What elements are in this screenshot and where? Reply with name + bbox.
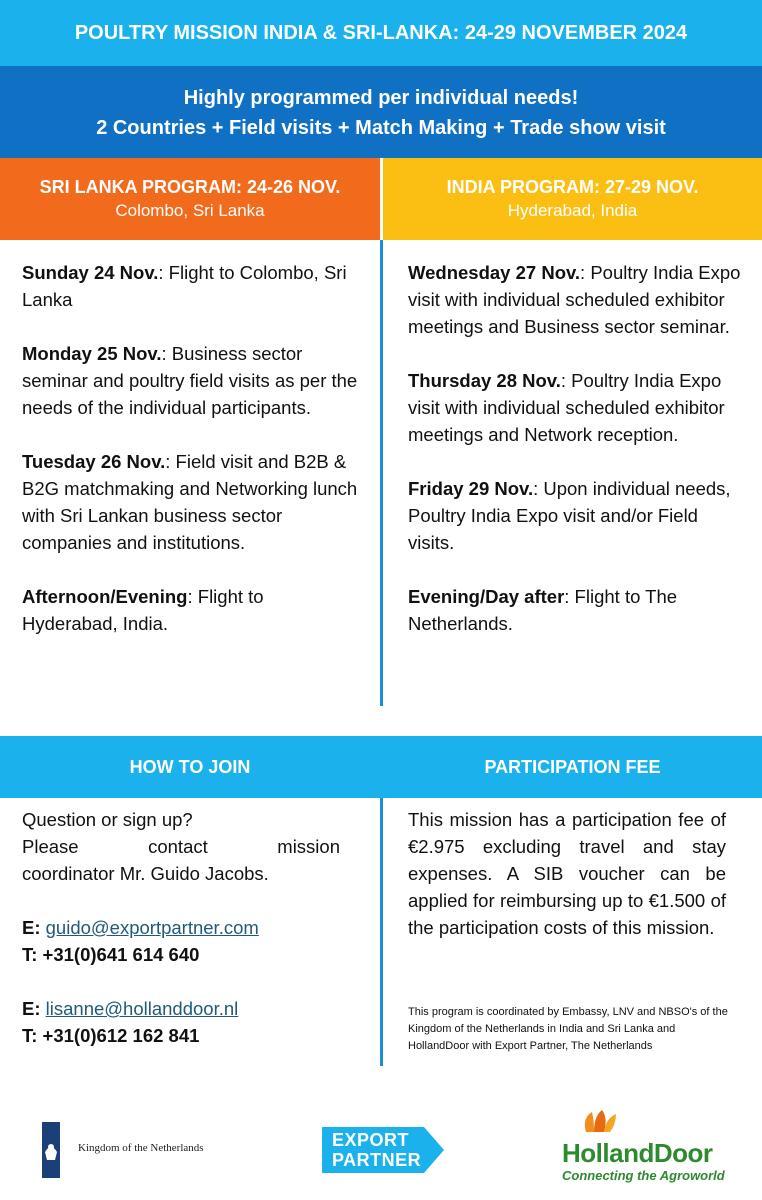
page-title: POULTRY MISSION INDIA & SRI-LANKA: 24-29 NOVEMBER 2024: [0, 0, 762, 66]
program-item: [408, 259, 748, 340]
contact-phone-row: [22, 1022, 340, 1049]
program-item-text: : Poultry India Expo visit with individual scheduled exhibitor meetings and Network reception.: [408, 370, 725, 445]
program-item-label: Tuesday 26 Nov.: [22, 451, 166, 472]
sri-lanka-location: Colombo, Sri Lanka: [115, 201, 265, 220]
program-item-label: Sunday 24 Nov.: [22, 262, 159, 283]
join-line: Question or sign up?: [22, 809, 193, 830]
program-item: [408, 583, 748, 637]
sri-lanka-header: [0, 158, 380, 240]
hollanddoor-name: HollandDoor: [562, 1138, 713, 1168]
subtitle-banner: [0, 66, 762, 158]
program-item-text: : Flight to Hyderabad, India.: [22, 586, 264, 634]
program-item-text: : Flight to The Netherlands.: [408, 586, 678, 634]
india-header: [383, 158, 762, 240]
program-item: [22, 340, 362, 421]
email-label: E:: [22, 917, 46, 938]
india-heading: INDIA PROGRAM: 27-29 NOV.: [446, 177, 699, 197]
program-item: [408, 475, 748, 556]
program-item-text: : Field visit and B2B & B2G matchmaking and Networking lunch with Sri Lankan business sector companies and institutions.: [22, 451, 358, 553]
section-header-band: [0, 736, 762, 798]
how-to-join-title: HOW TO JOIN: [129, 757, 251, 777]
participation-fee-text: This mission has a participation fee of €2.975 excluding travel and stay expenses. A SIB voucher can be applied for reimbursing up to €1.500 of the participation costs of this mission.: [408, 809, 726, 938]
contact-phone-row: [22, 941, 340, 968]
program-item: [408, 367, 748, 448]
hollanddoor-logo: [560, 1110, 740, 1190]
program-item: [22, 583, 362, 637]
program-item-text: : Upon individual needs, Poultry India Expo visit and/or Field visits.: [408, 478, 731, 553]
coordination-note: This program is coordinated by Embassy, LNV and NBSO's of the Kingdom of the Netherlands in India and Sri Lanka and HollandDoor with Export Partner, The Netherlands: [408, 1006, 728, 1052]
column-divider: [380, 240, 383, 706]
netherlands-logo-text: Kingdom of the Netherlands: [78, 1142, 204, 1154]
sri-lanka-program: [22, 259, 362, 664]
tulip-icon: [580, 1110, 620, 1140]
contact-email-row: [22, 914, 340, 941]
program-item-text: : Flight to Colombo, Sri Lanka: [22, 262, 347, 310]
program-item: [22, 259, 362, 313]
phone-text: T: +31(0)641 614 640: [22, 944, 200, 965]
join-line: coordinator Mr. Guido Jacobs.: [22, 863, 269, 884]
program-item-label: Afternoon/Evening: [22, 586, 188, 607]
email-label: E:: [22, 998, 46, 1019]
contact-email-row: [22, 995, 340, 1022]
program-item-label: Wednesday 27 Nov.: [408, 262, 581, 283]
india-location: Hyderabad, India: [507, 201, 638, 220]
subtitle-line-2: 2 Countries + Field visits + Match Making + Trade show visit: [96, 117, 666, 139]
netherlands-logo: [28, 1122, 248, 1178]
program-item-text: : Poultry India Expo visit with individual scheduled exhibitor meetings and Business sector seminar.: [408, 262, 741, 337]
subtitle-line-1: Highly programmed per individual needs!: [183, 87, 579, 109]
program-item-text: : Business sector seminar and poultry field visits as per the needs of the individual participants.: [22, 343, 358, 418]
participation-fee-title: PARTICIPATION FEE: [484, 757, 661, 777]
phone-text: T: +31(0)612 162 841: [22, 1025, 200, 1046]
hollanddoor-tagline: Connecting the Agroworld: [562, 1168, 725, 1183]
india-program: [408, 259, 748, 664]
sri-lanka-heading: SRI LANKA PROGRAM: 24-26 NOV.: [39, 177, 341, 197]
program-item-label: Thursday 28 Nov.: [408, 370, 561, 391]
program-item-label: Friday 29 Nov.: [408, 478, 534, 499]
program-item-label: Evening/Day after: [408, 586, 565, 607]
export-logo-line-2: PARTNER: [332, 1150, 422, 1170]
program-item-label: Monday 25 Nov.: [22, 343, 162, 364]
column-divider: [380, 798, 383, 1066]
crest-icon: [28, 1122, 72, 1178]
join-line: Please contact mission: [22, 836, 340, 857]
export-partner-logo: [322, 1127, 444, 1173]
program-item: [22, 448, 362, 556]
how-to-join-content: [22, 806, 340, 1049]
email-link[interactable]: lisanne@hollanddoor.nl: [45, 998, 239, 1019]
export-logo-line-1: EXPORT: [332, 1130, 410, 1150]
email-link[interactable]: guido@exportpartner.com: [45, 917, 259, 938]
